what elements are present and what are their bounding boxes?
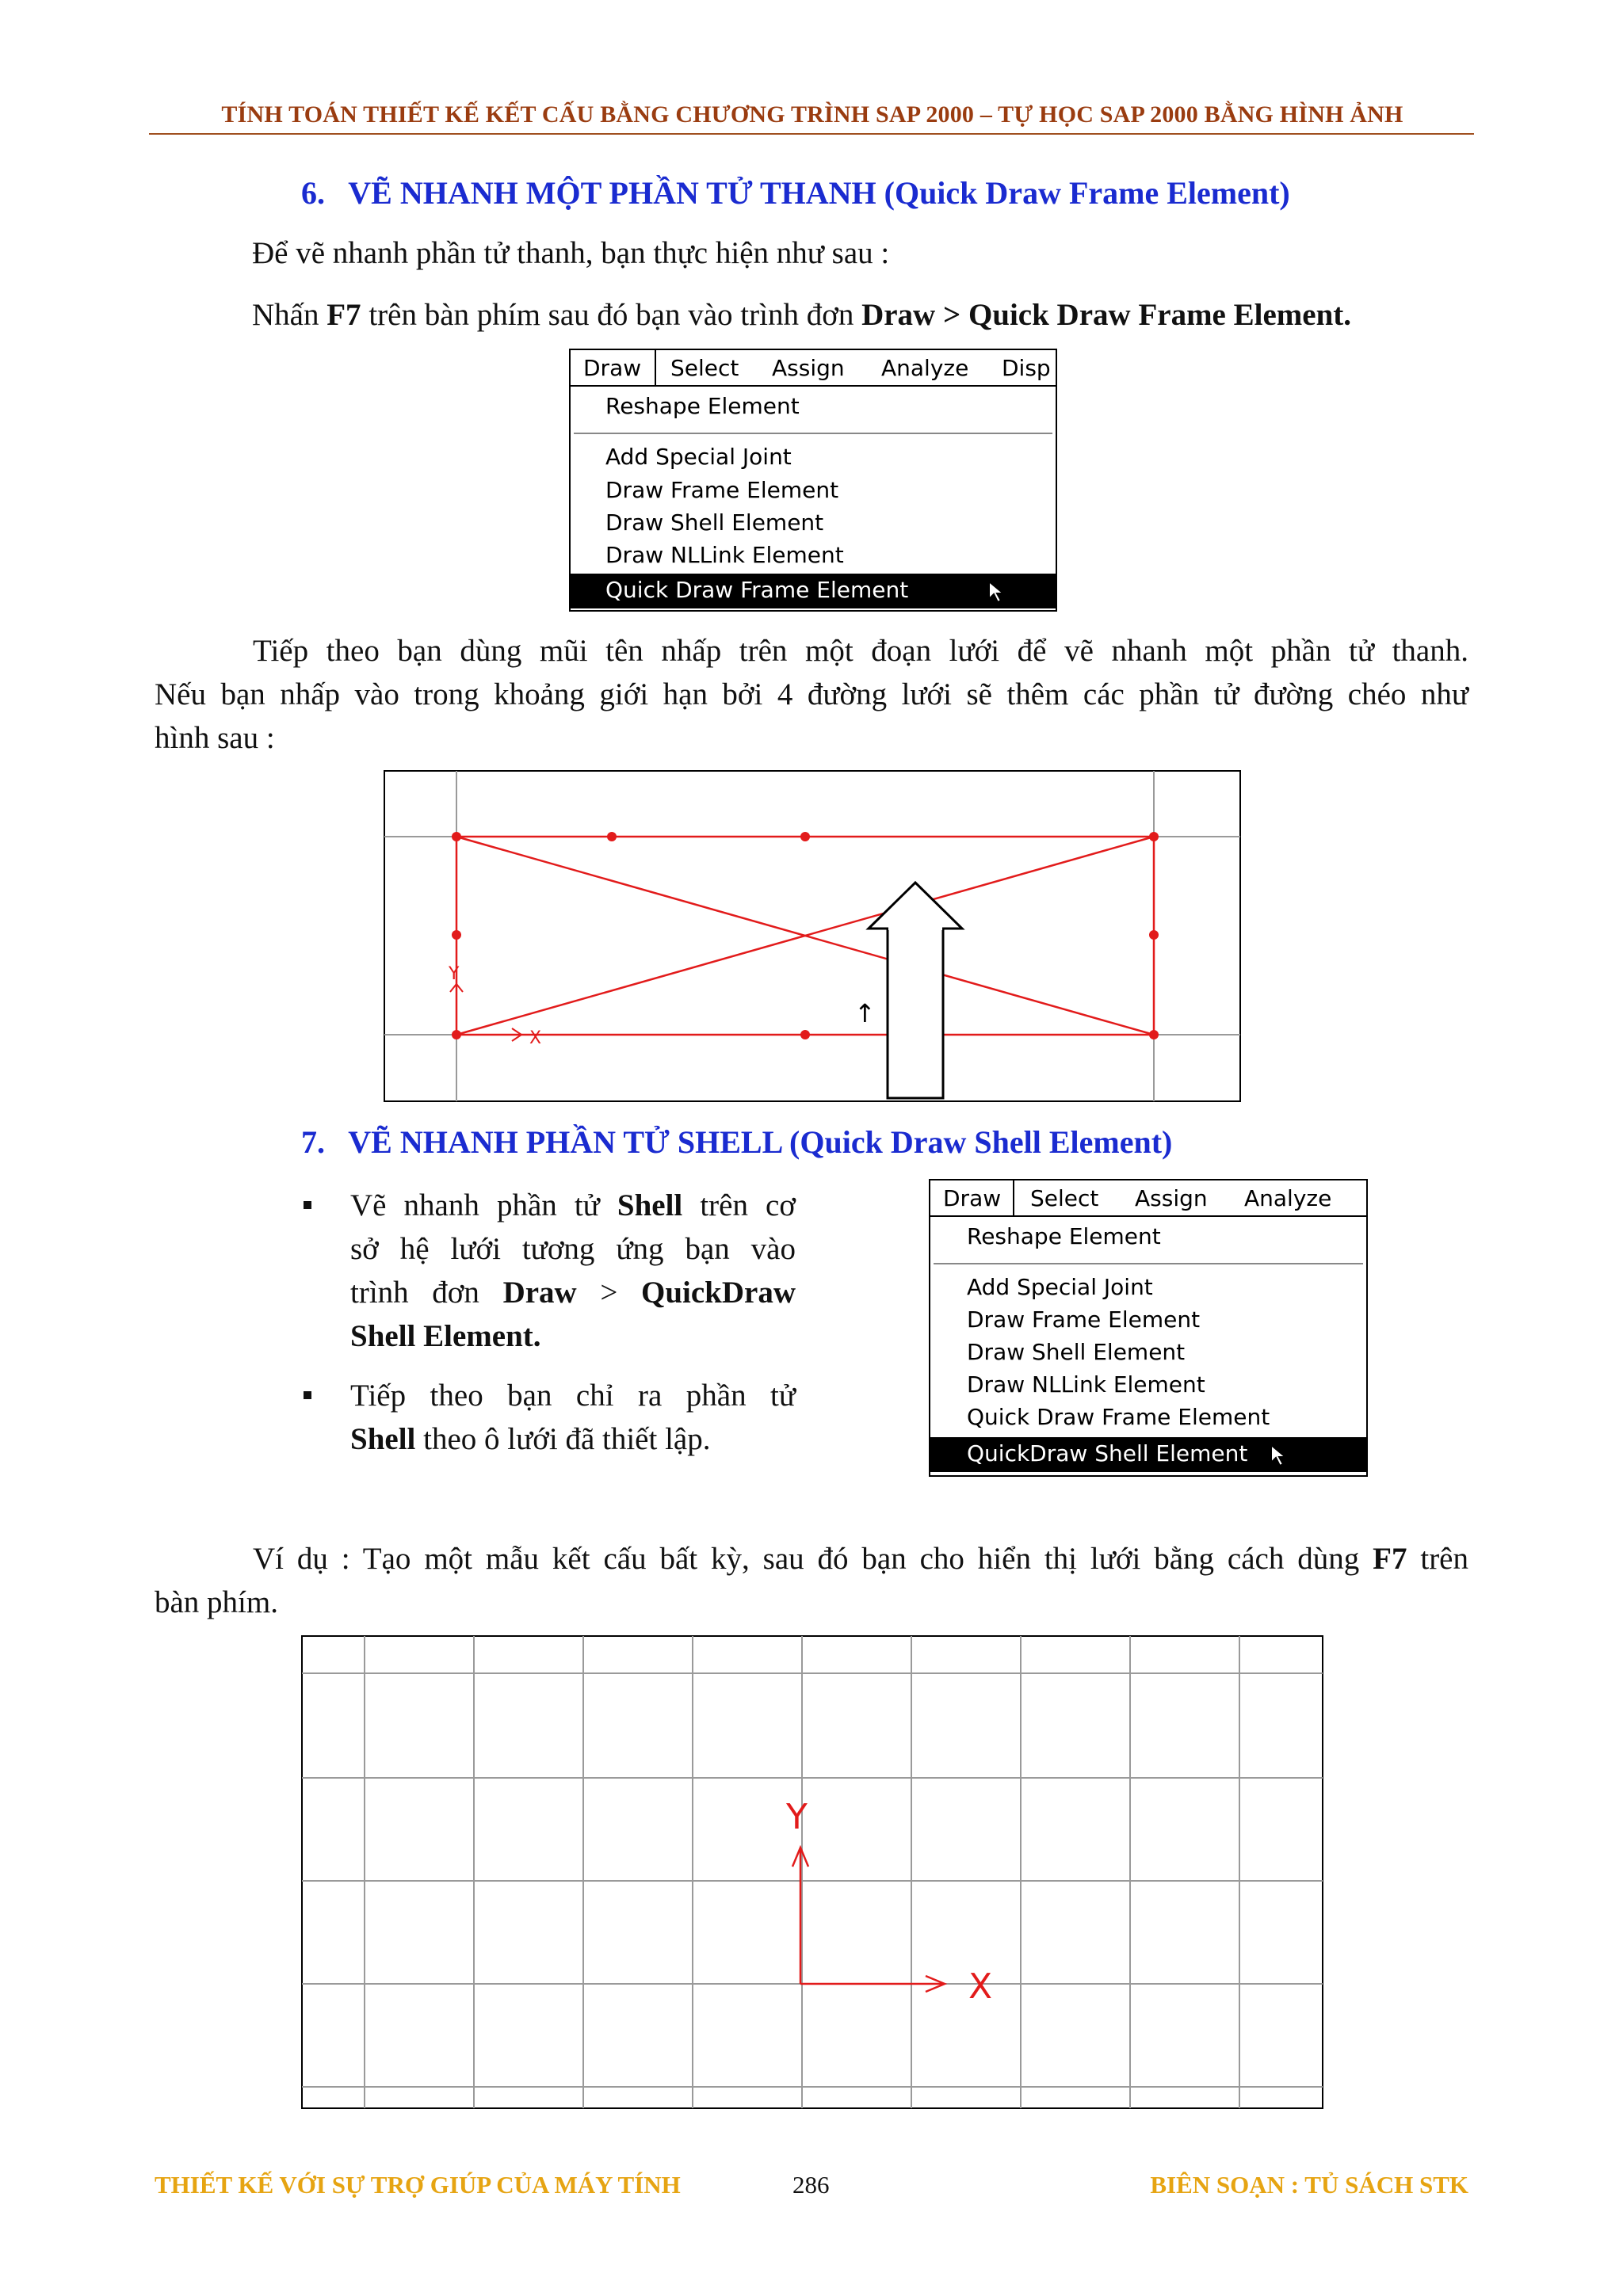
menu-item-draw-shell-element[interactable]: Draw Shell Element (967, 1339, 1186, 1365)
section-6-step (252, 293, 1351, 337)
bullet-2: Tiếp theo bạn chỉ ra phần tử Shell theo ô lưới đã thiết lập. (350, 1379, 796, 1456)
menu-draw[interactable]: Draw (943, 1185, 1002, 1211)
cursor-glyph: ↑ (854, 998, 876, 1028)
draw-menu-screenshot-2 (929, 1179, 1368, 1477)
step-pre: Nhấn (252, 298, 319, 332)
menu-draw[interactable]: Draw (583, 355, 642, 381)
menu-bar (571, 350, 1056, 387)
x-axis-label: X (968, 1966, 993, 2007)
menu-item-draw-shell-element[interactable]: Draw Shell Element (605, 509, 824, 536)
menu-separator (934, 1263, 1363, 1264)
menu-item-quick-draw-frame-element[interactable] (571, 574, 1056, 608)
menu-item-add-special-joint[interactable]: Add Special Joint (967, 1274, 1153, 1300)
step-mid: trên bàn phím sau đó bạn vào trình đơn (369, 298, 854, 332)
mouse-cursor-icon (1270, 1444, 1287, 1469)
menu-item-label: QuickDraw Shell Element (967, 1440, 1248, 1466)
menu-item-quick-draw-frame-element[interactable]: Quick Draw Frame Element (967, 1404, 1270, 1430)
menu-separator (574, 433, 1052, 434)
menu-item-label: Quick Draw Frame Element (605, 577, 909, 603)
quick-draw-frame-figure (384, 770, 1241, 1103)
menu-bar (930, 1180, 1366, 1217)
bullet-marker (304, 1391, 311, 1399)
menu-analyze[interactable]: Analyze (1244, 1185, 1332, 1211)
step-menu: Draw > Quick Draw Frame Element. (861, 298, 1352, 332)
menu-item-quickdraw-shell-element[interactable] (930, 1437, 1366, 1472)
menu-item-draw-nllink-element[interactable]: Draw NLLink Element (967, 1371, 1205, 1398)
running-header: TÍNH TOÁN THIẾT KẾ KẾT CẤU BẰNG CHƯƠNG TRÌNH SAP 2000 – TỰ HỌC SAP 2000 BẰNG HÌNH ẢNH (221, 101, 1403, 128)
header-rule (149, 133, 1474, 135)
grid-figure (301, 1635, 1323, 2111)
step-key: F7 (327, 298, 361, 332)
para-line-2: Nếu bạn nhấp vào trong khoảng giới hạn bởi 4 đường lưới sẽ thêm các phần tử đường chéo như (155, 677, 1468, 711)
y-axis-label: Y (449, 964, 460, 984)
menu-item-draw-frame-element[interactable]: Draw Frame Element (967, 1306, 1201, 1333)
footer-right: BIÊN SOẠN : TỦ SÁCH STK (1150, 2171, 1468, 2199)
para-line-3: hình sau : (155, 721, 275, 755)
section-6-title: VẼ NHANH MỘT PHẦN TỬ THANH (Quick Draw Frame Element) (348, 175, 1290, 211)
draw-menu-screenshot-1 (569, 349, 1057, 612)
menu-item-add-special-joint[interactable]: Add Special Joint (605, 444, 792, 470)
footer-left: THIẾT KẾ VỚI SỰ TRỢ GIÚP CỦA MÁY TÍNH (155, 2171, 681, 2199)
menu-select[interactable]: Select (1030, 1185, 1099, 1211)
menu-assign[interactable]: Assign (772, 355, 845, 381)
mouse-cursor-icon (987, 580, 1005, 605)
menu-item-draw-frame-element[interactable]: Draw Frame Element (605, 477, 839, 503)
section-6-number: 6. (301, 175, 325, 211)
section-7-heading (301, 1123, 1172, 1161)
section-6-intro: Để vẽ nhanh phần tử thanh, bạn thực hiện như sau : (252, 236, 890, 270)
menu-select[interactable]: Select (670, 355, 739, 381)
arrow-shaft (888, 927, 943, 1098)
page-number: 286 (792, 2171, 830, 2199)
menu-assign[interactable]: Assign (1135, 1185, 1208, 1211)
section-7-number: 7. (301, 1124, 325, 1160)
section-6-heading (301, 174, 1290, 212)
y-axis-label: Y (786, 1797, 808, 1837)
menu-item-draw-nllink-element[interactable]: Draw NLLink Element (605, 542, 844, 568)
bullet-1: Vẽ nhanh phần tử Shell trên cơ sở hệ lưới tương ứng bạn vào trình đơn Draw > QuickDraw Shell Element. (350, 1188, 796, 1353)
menu-display[interactable]: Disp (1002, 355, 1051, 381)
menu-item-reshape-element[interactable]: Reshape Element (605, 393, 800, 419)
menu-item-reshape-element[interactable]: Reshape Element (967, 1223, 1161, 1249)
para-line-1: Tiếp theo bạn dùng mũi tên nhấp trên một đoạn lưới để vẽ nhanh một phần tử thanh. (253, 634, 1468, 668)
x-axis-label: X (529, 1028, 542, 1048)
section-7-title: VẼ NHANH PHẦN TỬ SHELL (Quick Draw Shell Element) (348, 1124, 1173, 1160)
section-6-paragraph (155, 629, 1468, 760)
menu-analyze[interactable]: Analyze (881, 355, 969, 381)
example-paragraph: Ví dụ : Tạo một mẫu kết cấu bất kỳ, sau đó bạn cho hiển thị lưới bằng cách dùng F7 trên bàn phím. (155, 1542, 1468, 1619)
bullet-marker (304, 1201, 311, 1209)
